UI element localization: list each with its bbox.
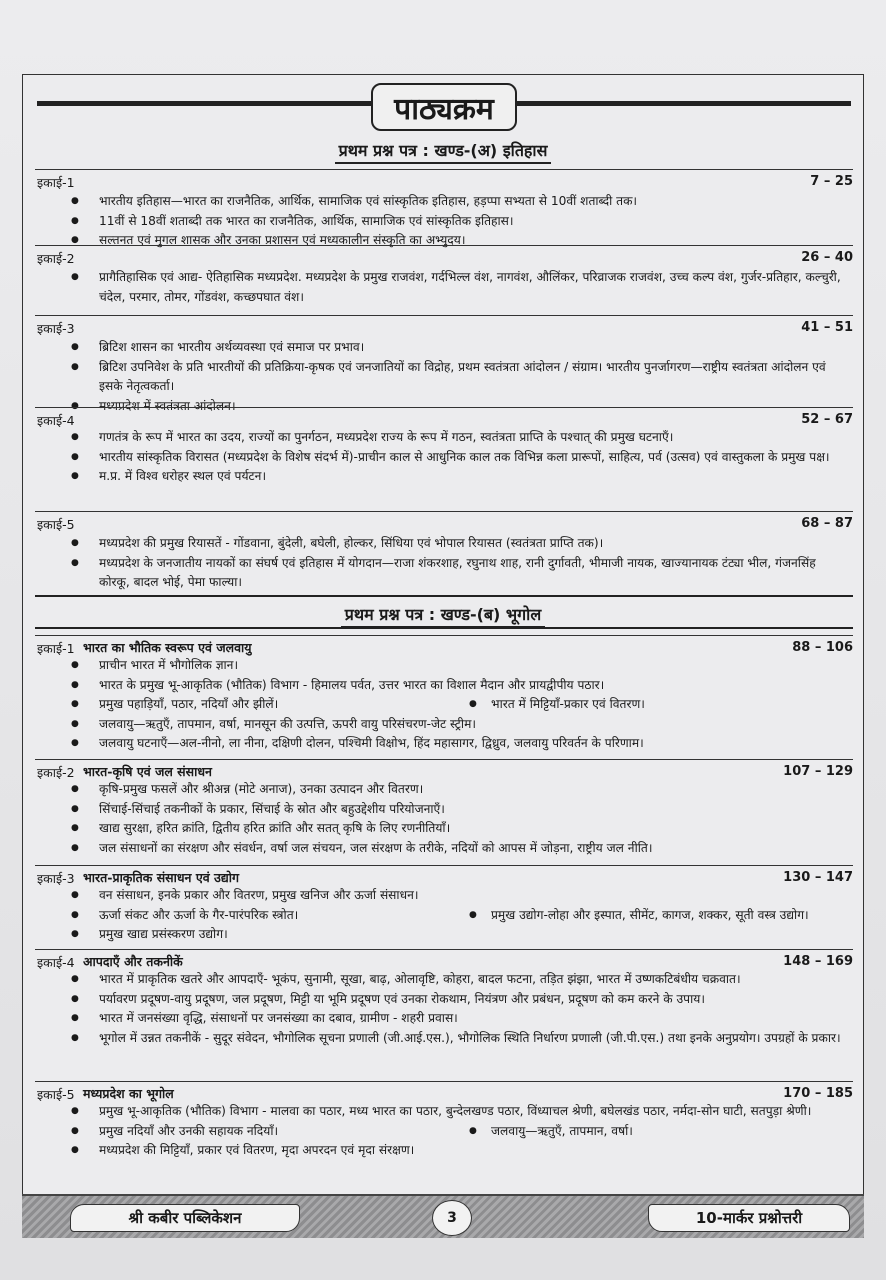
topic-item: ● जलवायु—ऋतुएँ, तापमान, वर्षा।	[469, 1122, 633, 1142]
unit-block	[35, 1081, 853, 1192]
topic-item: ● ऊर्जा संकट और ऊर्जा के गैर-पारंपरिक स्त्रोत।	[99, 907, 299, 922]
topic-item: ● जलवायु—ऋतुएँ, तापमान, वर्षा, मानसून की उत्पत्ति, ऊपरी वायु परिसंचरण-जेट स्ट्रीम।	[65, 715, 843, 735]
topic-item: ● वन संसाधन, इनके प्रकार और वितरण, प्रमुख खनिज और ऊर्जा संसाधन।	[65, 886, 843, 906]
topic-list	[65, 656, 843, 754]
unit-block	[35, 169, 853, 246]
topic-item: ● मध्यप्रदेश के जनजातीय नायकों का संघर्ष एवं इतिहास में योगदान—राजा शंकरशाह, रघुनाथ शाह, रानी दुर्गावती, भीमाजी नायक, खाज्यानायक टंट्या भील, गंजनसिंह कोरकू, बादल भोई, पेमा फाल्या।	[65, 554, 843, 593]
topic-item: ● प्राचीन भारत में भौगोलिक ज्ञान।	[65, 656, 843, 676]
topic-item-pair	[65, 695, 843, 715]
unit-pages: 26 – 40	[801, 250, 853, 265]
topic-item: ● प्रागैतिहासिक एवं आद्य- ऐतिहासिक मध्यप्रदेश. मध्यप्रदेश के प्रमुख राजवंश, गर्दभिल्ल वंश, नागवंश, औलिंकर, परिव्राजक राजवंश, उच्च कल्प वंश, गुर्जर-प्रतिहार, कल्चुरी, चंदेल, परमार, तोमर, गोंडवंश, कच्छपघात वंश।	[65, 268, 843, 307]
unit-pages: 107 – 129	[783, 764, 853, 779]
unit-block	[35, 635, 853, 760]
unit-label: इकाई-3	[37, 321, 75, 336]
page-number: 3	[432, 1200, 472, 1236]
topic-item: ● गणतंत्र के रूप में भारत का उदय, राज्यों का पुनर्गठन, मध्यप्रदेश राज्य के रूप में गठन, स्वतंत्रता प्राप्ति के पश्चात् की प्रमुख घटनाएँ।	[65, 428, 843, 448]
unit-block	[35, 759, 853, 866]
topic-item-pair	[65, 906, 843, 926]
topic-item: ● प्रमुख भू-आकृतिक (भौतिक) विभाग - मालवा का पठार, मध्य भारत का पठार, बुन्देलखण्ड पठार, विंध्याचल श्रेणी, बघेलखंड पठार, नर्मदा-सोन घाटी, सतपुड़ा श्रेणी।	[65, 1102, 843, 1122]
unit-label: इकाई-5	[37, 1087, 75, 1102]
page-title: पाठ्यक्रम	[371, 83, 517, 131]
unit-title: भारत का भौतिक स्वरूप एवं जलवायु	[83, 640, 252, 655]
topic-item: ● मध्यप्रदेश की मिट्टियाँ, प्रकार एवं वितरण, मृदा अपरदन एवं मृदा संरक्षण।	[65, 1141, 843, 1161]
unit-block	[35, 511, 853, 596]
topic-list	[65, 268, 843, 307]
topic-item: ● भारतीय सांस्कृतिक विरासत (मध्यप्रदेश के विशेष संदर्भ में)-प्राचीन काल से आधुनिक काल तक विभिन्न कला प्रारूपों, साहित्य, पर्व (उत्सव) एवं वास्तुकला के प्रमुख पक्ष।	[65, 448, 843, 468]
topic-item: ● मध्यप्रदेश की प्रमुख रियासतें - गोंडवाना, बुंदेली, बघेली, होल्कर, सिंधिया एवं भोपाल रियासत (स्वतंत्रता प्राप्ति तक)।	[65, 534, 843, 554]
unit-pages: 52 – 67	[801, 412, 853, 427]
unit-pages: 68 – 87	[801, 516, 853, 531]
unit-pages: 41 – 51	[801, 320, 853, 335]
unit-title: भारत-प्राकृतिक संसाधन एवं उद्योग	[83, 870, 240, 885]
topic-list	[65, 886, 843, 945]
unit-title: भारत-कृषि एवं जल संसाधन	[83, 764, 212, 779]
unit-pages: 148 – 169	[783, 954, 853, 969]
topic-item: ● 11वीं से 18वीं शताब्दी तक भारत का राजनैतिक, आर्थिक, सामाजिक एवं सांस्कृतिक इतिहास।	[65, 212, 843, 232]
topic-item: ● जल संसाधनों का संरक्षण और संवर्धन, वर्षा जल संचयन, जल संरक्षण के तरीके, नदियों को आपस में जोड़ना, राष्ट्रीय जल नीति।	[65, 839, 843, 859]
topic-item: ● भारतीय इतिहास—भारत का राजनैतिक, आर्थिक, सामाजिक एवं सांस्कृतिक इतिहास, हड़प्पा सभ्यता से 10वीं शताब्दी तक।	[65, 192, 843, 212]
header-rule-left	[37, 101, 371, 106]
topic-list	[65, 970, 843, 1048]
unit-label: इकाई-1	[37, 175, 75, 190]
unit-pages: 88 – 106	[792, 640, 853, 655]
unit-block	[35, 245, 853, 316]
topic-list	[65, 780, 843, 858]
syllabus-frame	[22, 74, 864, 1196]
unit-label: इकाई-5	[37, 517, 75, 532]
topic-item: ● प्रमुख उद्योग-लोहा और इस्पात, सीमेंट, कागज, शक्कर, सूती वस्त्र उद्योग।	[469, 906, 809, 926]
section-a-heading: प्रथम प्रश्न पत्र : खण्ड-(अ) इतिहास	[23, 139, 863, 161]
unit-pages: 130 – 147	[783, 870, 853, 885]
footer-band	[22, 1194, 864, 1238]
unit-label: इकाई-4	[37, 413, 75, 428]
topic-list	[65, 192, 843, 251]
topic-item: ● भारत के प्रमुख भू-आकृतिक (भौतिक) विभाग - हिमालय पर्वत, उत्तर भारत का विशाल मैदान और प्रायद्वीपीय पठार।	[65, 676, 843, 696]
unit-block	[35, 949, 853, 1082]
unit-title: मध्यप्रदेश का भूगोल	[83, 1086, 174, 1101]
topic-list	[65, 534, 843, 593]
unit-label: इकाई-2	[37, 251, 75, 266]
topic-item: ● प्रमुख पहाड़ियाँ, पठार, नदियाँ और झीलें।	[99, 697, 279, 711]
topic-item: ● कृषि-प्रमुख फसलें और श्रीअन्न (मोटे अनाज), उनका उत्पादन और वितरण।	[65, 780, 843, 800]
topic-item: ● प्रमुख खाद्य प्रसंस्करण उद्योग।	[65, 925, 843, 945]
topic-list	[65, 428, 843, 487]
topic-item: ● म.प्र. में विश्व धरोहर स्थल एवं पर्यटन।	[65, 467, 843, 487]
topic-item: ● खाद्य सुरक्षा, हरित क्रांति, द्वितीय हरित क्रांति और सतत् कृषि के लिए रणनीतियाँ।	[65, 819, 843, 839]
publisher-name: श्री कबीर पब्लिकेशन	[70, 1204, 300, 1232]
section-divider	[35, 627, 853, 629]
topic-item: ● भूगोल में उन्नत तकनीकें - सुदूर संवेदन, भौगोलिक सूचना प्रणाली (जी.आई.एस.), भौगोलिक स्थिति निर्धारण प्रणाली (जी.पी.एस.) तथा इनके अनुप्रयोग। उपग्रहों के प्रकार।	[65, 1029, 843, 1049]
unit-block	[35, 865, 853, 950]
section-divider	[35, 595, 853, 597]
topic-item: ● सिंचाई-सिंचाई तकनीकों के प्रकार, सिंचाई के स्रोत और बहुउद्देशीय परियोजनाएँ।	[65, 800, 843, 820]
topic-item: ● ब्रिटिश उपनिवेश के प्रति भारतीयों की प्रतिक्रिया-कृषक एवं जनजातियों का विद्रोह, प्रथम स्वतंत्रता आंदोलन / संग्राम। भारतीय पुनर्जागरण—राष्ट्रीय स्वतंत्रता आंदोलन एवं इसके नेतृत्वकर्ता।	[65, 358, 843, 397]
unit-pages: 7 – 25	[810, 174, 853, 189]
unit-title: आपदाएँ और तकनीकें	[83, 954, 183, 969]
unit-block	[35, 407, 853, 512]
topic-item: ● ब्रिटिश शासन का भारतीय अर्थव्यवस्था एवं समाज पर प्रभाव।	[65, 338, 843, 358]
topic-item: ● भारत में मिट्टियाँ-प्रकार एवं वितरण।	[469, 695, 645, 715]
topic-item-pair	[65, 1122, 843, 1142]
topic-item: ● जलवायु घटनाएँ—अल-नीनो, ला नीना, दक्षिणी दोलन, पश्चिमी विक्षोभ, हिंद महासागर, द्विध्रुव, जलवायु परिवर्तन के परिणाम।	[65, 734, 843, 754]
topic-list	[65, 1102, 843, 1161]
topic-list	[65, 338, 843, 416]
topic-item: ● मध्यप्रदेश में स्वतंत्रता आंदोलन।	[65, 397, 843, 417]
topic-item: ● भारत में प्राकृतिक खतरे और आपदाएँ- भूकंप, सुनामी, सूखा, बाढ़, ओलावृष्टि, कोहरा, बादल फटना, तड़ित झंझा, भारत में उष्णकटिबंधीय चक्रवात।	[65, 970, 843, 990]
series-name: 10-मार्कर प्रश्नोत्तरी	[648, 1204, 850, 1232]
topic-item: ● पर्यावरण प्रदूषण-वायु प्रदूषण, जल प्रदूषण, मिट्टी या भूमि प्रदूषण एवं उनका रोकथाम, नियंत्रण और प्रबंधन, प्रदूषण को कम करने के उपाय।	[65, 990, 843, 1010]
unit-label: इकाई-1	[37, 641, 75, 656]
unit-label: इकाई-3	[37, 871, 75, 886]
topic-item: ● सल्तनत एवं मुगल शासक और उनका प्रशासन एवं मध्यकालीन संस्कृति का अभ्युदय।	[65, 231, 843, 251]
unit-label: इकाई-2	[37, 765, 75, 780]
topic-item: ● प्रमुख नदियाँ और उनकी सहायक नदियाँ।	[99, 1123, 279, 1138]
section-b-heading: प्रथम प्रश्न पत्र : खण्ड-(ब) भूगोल	[23, 603, 863, 625]
unit-pages: 170 – 185	[783, 1086, 853, 1101]
header-rule-right	[515, 101, 851, 106]
unit-label: इकाई-4	[37, 955, 75, 970]
unit-block	[35, 315, 853, 413]
topic-item: ● भारत में जनसंख्या वृद्धि, संसाधनों पर जनसंख्या का दबाव, ग्रामीण - शहरी प्रवास।	[65, 1009, 843, 1029]
